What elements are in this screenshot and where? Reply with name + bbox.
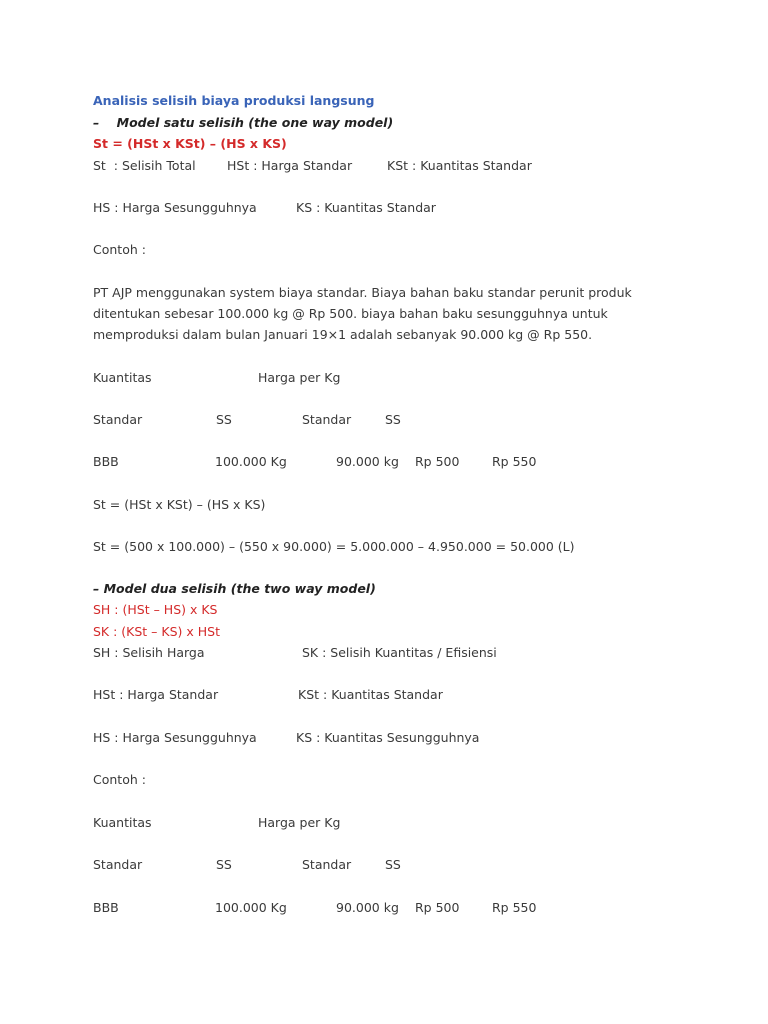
def2-hs: HS : Harga Sesungguhnya xyxy=(93,730,257,745)
table1-sub-ss-1: SS xyxy=(216,412,232,427)
table1-row-std-qty: 100.000 Kg xyxy=(215,454,287,469)
document-title: Analisis selisih biaya produksi langsung xyxy=(93,93,375,108)
table1-row-label: BBB xyxy=(93,454,119,469)
def2-ks: KS : Kuantitas Sesungguhnya xyxy=(296,730,480,745)
table2-row-label: BBB xyxy=(93,900,119,915)
section1-heading: – Model satu selisih (the one way model) xyxy=(93,115,394,130)
section1-contoh: Contoh : xyxy=(93,242,146,257)
def2-kst: KSt : Kuantitas Standar xyxy=(298,687,443,702)
section2-contoh: Contoh : xyxy=(93,772,146,787)
table1-header-kuantitas: Kuantitas xyxy=(93,370,152,385)
table2-row-std-price: Rp 500 xyxy=(415,900,460,915)
table2-sub-standar-2: Standar xyxy=(302,857,352,872)
table1-sub-standar-1: Standar xyxy=(93,412,143,427)
table1-row-ss-qty: 90.000 kg xyxy=(336,454,399,469)
table2-row-ss-qty: 90.000 kg xyxy=(336,900,399,915)
table1-sub-ss-2: SS xyxy=(385,412,401,427)
table2-header-harga: Harga per Kg xyxy=(258,815,341,830)
def-kst: KSt : Kuantitas Standar xyxy=(387,158,532,173)
section2-formula-sh: SH : (HSt – HS) x KS xyxy=(93,602,218,617)
calc-formula: St = (HSt x KSt) – (HS x KS) xyxy=(93,497,266,512)
paragraph-line-1: PT AJP menggunakan system biaya standar. Biaya bahan baku standar perunit produk xyxy=(93,285,632,300)
table2-sub-ss-1: SS xyxy=(216,857,232,872)
calc-result: St = (500 x 100.000) – (550 x 90.000) = 5.000.000 – 4.950.000 = 50.000 (L) xyxy=(93,539,575,554)
table2-row-std-qty: 100.000 Kg xyxy=(215,900,287,915)
table2-row-ss-price: Rp 550 xyxy=(492,900,537,915)
paragraph-line-2: ditentukan sebesar 100.000 kg @ Rp 500. biaya bahan baku sesungguhnya untuk xyxy=(93,306,608,321)
table1-header-harga: Harga per Kg xyxy=(258,370,341,385)
section1-formula: St = (HSt x KSt) – (HS x KS) xyxy=(93,136,287,151)
table2-sub-ss-2: SS xyxy=(385,857,401,872)
def-sh: SH : Selisih Harga xyxy=(93,645,205,660)
paragraph-line-3: memproduksi dalam bulan Januari 19×1 adalah sebanyak 90.000 kg @ Rp 550. xyxy=(93,327,593,342)
table1-row-ss-price: Rp 550 xyxy=(492,454,537,469)
table2-sub-standar-1: Standar xyxy=(93,857,143,872)
def2-hst: HSt : Harga Standar xyxy=(93,687,219,702)
def-st: St : Selisih Total xyxy=(93,158,196,173)
section2-formula-sk: SK : (KSt – KS) x HSt xyxy=(93,624,220,639)
table2-header-kuantitas: Kuantitas xyxy=(93,815,152,830)
def-hst: HSt : Harga Standar xyxy=(227,158,353,173)
def-sk: SK : Selisih Kuantitas / Efisiensi xyxy=(302,645,497,660)
section2-heading: – Model dua selisih (the two way model) xyxy=(93,581,376,596)
table1-row-std-price: Rp 500 xyxy=(415,454,460,469)
table1-sub-standar-2: Standar xyxy=(302,412,352,427)
def-ks: KS : Kuantitas Standar xyxy=(296,200,436,215)
def-hs: HS : Harga Sesungguhnya xyxy=(93,200,257,215)
